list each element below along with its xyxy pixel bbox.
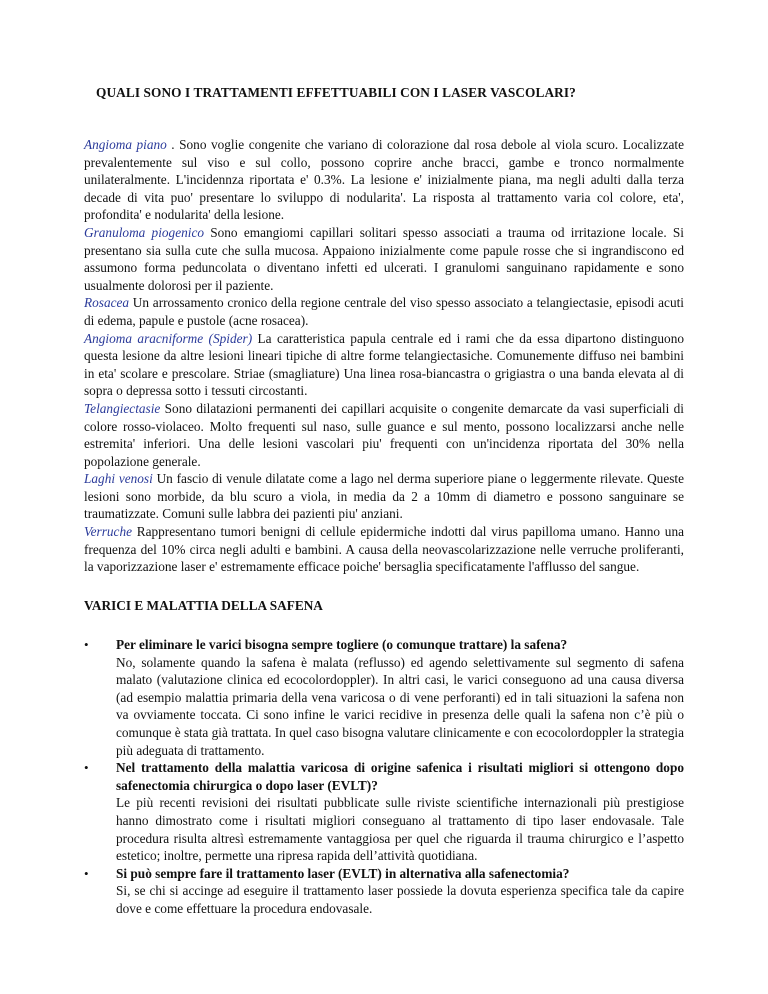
faq-list bbox=[84, 636, 684, 918]
faq-item bbox=[84, 865, 684, 918]
faq-question: Per eliminare le varici bisogna sempre togliere (o comunque trattare) la safena? bbox=[116, 637, 568, 652]
definition-paragraph bbox=[84, 330, 684, 400]
definition-term: Granuloma piogenico bbox=[84, 224, 204, 240]
definition-text: Rappresentano tumori benigni di cellule epidermiche indotti dal virus papilloma umano. Hanno una frequenza del 10% circa negli adulti e bambini. A causa della neovascolarizzazione nelle verruche proliferanti, la vaporizzazione laser e' estremamente efficace poiche' bersaglia specificatamente l'afflusso del sangue. bbox=[84, 524, 684, 575]
faq-answer: Le più recenti revisioni dei risultati pubblicate sulle riviste scientifiche internazionali più prestigiose hanno dimostrato come i risultati migliori conseguano al trattamento di tipo laser endovasale. Tale procedura risulta altresì estremamente vantaggiosa per quel che riguarda il trauma chirurgico e l’aspetto estetico; inoltre, permette una ripresa rapida dell’attività quotidiana. bbox=[116, 795, 684, 864]
definition-term: Laghi venosi bbox=[84, 471, 153, 487]
definition-paragraph bbox=[84, 136, 684, 224]
section-heading: VARICI E MALATTIA DELLA SAFENA bbox=[84, 598, 323, 613]
faq-answer: Si, se chi si accinge ad eseguire il trattamento laser possiede la dovuta esperienza specifica tale da capire dove e come effettuare la procedura endovasale. bbox=[116, 883, 684, 916]
definition-term: Verruche bbox=[84, 524, 132, 540]
definition-paragraph bbox=[84, 224, 684, 294]
definitions-block bbox=[84, 136, 684, 576]
definition-paragraph bbox=[84, 400, 684, 470]
faq-answer: No, solamente quando la safena è malata (reflusso) ed agendo selettivamente sul segmento di safena malato (valutazione clinica ed ecocolordoppler). In altri casi, le varici conseguono ad una causa diversa (ad esempio malattia primaria della vena varicosa o di vene perforanti) ed in tali situazioni la safena non va ovviamente toccata. Ci sono infine le varici recidive in presenza delle quali la safena non c’è più o comunque è stata già trattata. In quel caso bisogna valutare clinicamente e con ecocolordoppler la strategia più adeguata di trattamento. bbox=[116, 654, 684, 758]
faq-question: Si può sempre fare il trattamento laser (EVLT) in alternativa alla safenectomia? bbox=[116, 865, 570, 881]
definition-term: Angioma aracniforme (Spider) bbox=[84, 330, 253, 346]
bullet-icon: • bbox=[84, 637, 89, 652]
definition-paragraph bbox=[84, 294, 684, 329]
faq-item bbox=[84, 759, 684, 865]
faq-item bbox=[84, 636, 684, 759]
definition-text: Sono emangiomi capillari solitari spesso associati a trauma od irritazione locale. Si presentano sia sulla cute che sulla mucosa. Appaiono inizialmente come papule rosse che si ingrandiscono ed assumono forma peduncolata o diventano infetti ed ulcerati. I granulomi sanguinano rapidamente e sono usualmente dolorosi per il paziente. bbox=[84, 224, 684, 293]
bullet-icon: • bbox=[84, 865, 89, 881]
definition-paragraph bbox=[84, 523, 684, 576]
page-title: QUALI SONO I TRATTAMENTI EFFETTUABILI CON I LASER VASCOLARI? bbox=[96, 85, 576, 100]
definition-term: Telangiectasie bbox=[84, 400, 161, 416]
definition-text: Un arrossamento cronico della regione centrale del viso spesso associato a telangiectasie, episodi acuti di edema, papule e pustole (acne rosacea). bbox=[84, 295, 684, 328]
definition-text: . Sono voglie congenite che variano di colorazione dal rosa debole al viola scuro. Localizzate prevalentemente sul viso e sul collo, possono coprire anche bracci, gambe e tronco normalmente unilateralmente. L'incidennza riportata e' 0.3%. La lesione e' inizialmente piana, ma negli adulti dalla terza decade di vita puo' presentare lo sviluppo di nodularita'. La risposta al trattamento varia col colore, eta', profondita' e nodularita' della lesione. bbox=[84, 137, 684, 223]
definition-text: Un fascio di venule dilatate come a lago nel derma superiore piane o leggermente rilevate. Queste lesioni sono morbide, da blu scuro a viola, in media da 2 a 10mm di diametro e possono sanguinare se traumatizzate. Comuni sulle labbra dei pazienti piu' anziani. bbox=[84, 471, 684, 522]
definition-paragraph bbox=[84, 470, 684, 523]
definition-text: Sono dilatazioni permanenti dei capillari acquisite o congenite demarcate da vasi superficiali di colore rosso-violaceo. Molto frequenti sul naso, sulle guance e sul mento, possono localizzarsi anche nelle estremita' inferiori. Una delle lesioni vascolari piu' frequenti con un'incidenza riportata del 30% nella popolazione generale. bbox=[84, 400, 684, 469]
definition-term: Angioma piano bbox=[84, 137, 167, 152]
bullet-icon: • bbox=[84, 760, 89, 776]
definition-term: Rosacea bbox=[84, 295, 130, 311]
definition-text: La caratteristica papula centrale ed i rami che da essa dipartono distinguono questa lesione da altre lesioni lineari tipiche di altre forme telangiectasiche. Comunemente diffuso nei bambini in eta' scolare e prescolare. Striae (smagliature) Una linea rosa-biancastra o grigiastra o una banda elevata al di sopra o depressa sotto i tessuti circostanti. bbox=[84, 330, 684, 399]
faq-question: Nel trattamento della malattia varicosa di origine safenica i risultati migliori si ottengono dopo safenectomia chirurgica o dopo laser (EVLT)? bbox=[116, 760, 684, 793]
